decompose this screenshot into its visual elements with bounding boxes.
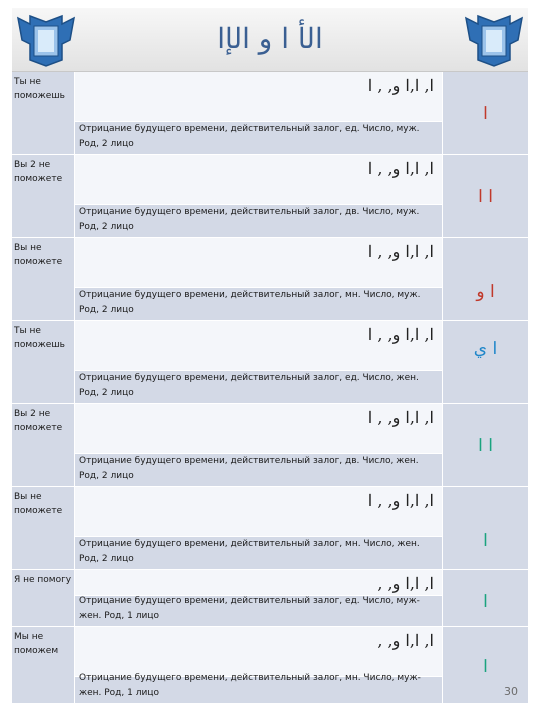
description-cell: Отрицание будущего времени, действительный залог, дв. Число, жен. Род, 2 лицо <box>79 456 419 481</box>
table-row <box>12 238 528 321</box>
arabic-cell <box>75 155 442 205</box>
arabic-text: ا, ا,ا و, , ا <box>367 76 434 95</box>
table-row <box>12 570 528 627</box>
arabic-text: ا, ا,ا و, , <box>377 631 434 650</box>
form-cell: ا ا <box>478 436 493 456</box>
description-cell: Отрицание будущего времени, действительный залог, ед. Число, жен. Род, 2 лицо <box>79 373 419 398</box>
arabic-text: ا, ا,ا و, , ا <box>367 408 434 427</box>
arabic-cell <box>75 627 442 677</box>
subject-cell: Вы 2 не поможете <box>14 160 63 184</box>
slide-header <box>12 8 528 72</box>
page-title: الأ ا و الإا <box>217 22 323 55</box>
arabic-cell <box>75 238 442 288</box>
arabic-text: ا, ا,ا و, , ا <box>367 159 434 178</box>
form-cell: ا <box>483 657 488 677</box>
table-row <box>12 321 528 404</box>
table-row <box>12 627 528 704</box>
subject-cell: Ты не поможешь <box>14 326 65 350</box>
arabic-text: ا, ا,ا و, , ا <box>367 491 434 510</box>
subject-cell: Ты не поможешь <box>14 77 65 101</box>
subject-cell: Вы не поможете <box>14 243 63 267</box>
form-cell: ا ي <box>473 339 498 359</box>
subject-cell: Мы не поможем <box>14 632 59 656</box>
description-cell: Отрицание будущего времени, действительный залог, ед. Число, муж. Род, 2 лицо <box>79 124 420 149</box>
arabic-text: ا, ا,ا و, , ا <box>367 242 434 261</box>
description-cell: Отрицание будущего времени, действительный залог, дв. Число, муж. Род, 2 лицо <box>79 207 420 232</box>
form-cell: ا <box>483 104 488 124</box>
arabic-cell <box>75 570 442 596</box>
conjugation-table <box>12 72 528 704</box>
table-row <box>12 155 528 238</box>
page-number: 30 <box>504 685 518 698</box>
description-cell: Отрицание будущего времени, действительный залог, ед. Число, муж-жен. Род, 1 лицо <box>79 596 420 621</box>
arabic-text: ا, ا,ا و, , ا <box>367 325 434 344</box>
subject-cell: Вы не поможете <box>14 492 63 516</box>
form-cell: ا <box>483 531 488 551</box>
table-row <box>12 404 528 487</box>
description-cell: Отрицание будущего времени, действительный залог, мн. Число, жен. Род, 2 лицо <box>79 539 420 564</box>
form-cell: ا <box>483 592 488 612</box>
form-cell: ا و <box>476 282 495 302</box>
table-row <box>12 487 528 570</box>
arabic-cell <box>75 404 442 454</box>
arabic-cell <box>75 72 442 122</box>
table-row <box>12 72 528 155</box>
arabic-cell <box>75 321 442 371</box>
subject-cell: Я не помогу <box>14 575 72 585</box>
form-cell: ا ا <box>478 187 493 207</box>
subject-cell: Вы 2 не поможете <box>14 409 63 433</box>
shield-banner-icon <box>464 10 524 68</box>
arabic-text: ا, ا,ا و, , <box>377 574 434 593</box>
description-cell: Отрицание будущего времени, действительный залог, мн. Число, муж. Род, 2 лицо <box>79 290 421 315</box>
description-cell: Отрицание будущего времени, действительный залог, мн. Число, муж-жен. Род, 1 лицо <box>79 673 421 698</box>
arabic-cell <box>75 487 442 537</box>
